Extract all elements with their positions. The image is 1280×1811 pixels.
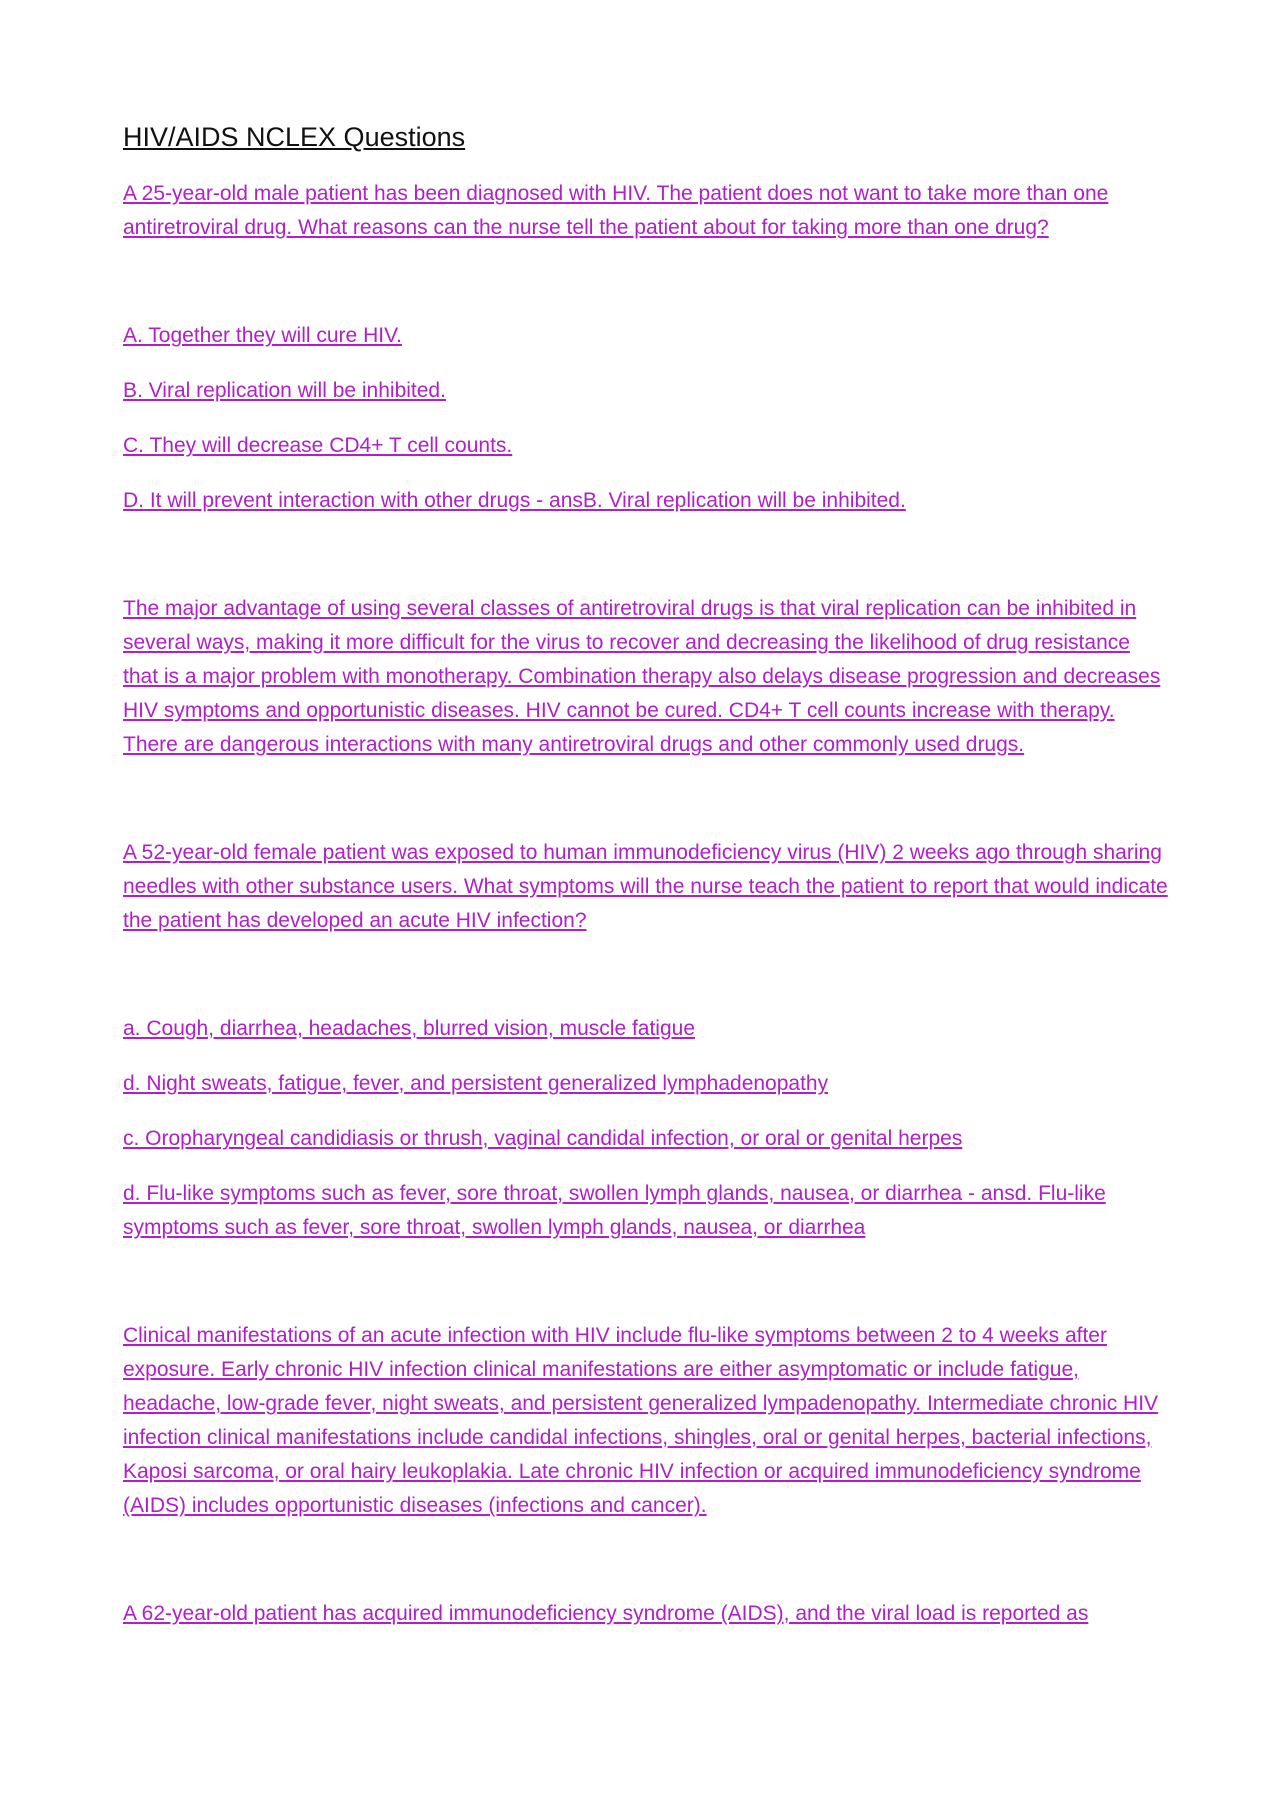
spacer — [123, 1101, 1168, 1122]
document-page — [123, 120, 1168, 1631]
spacer — [123, 518, 1168, 592]
spacer — [123, 353, 1168, 374]
question-2-option-a[interactable]: a. Cough, diarrhea, headaches, blurred vision, muscle fatigue — [123, 1017, 696, 1041]
spacer — [123, 245, 1168, 319]
question-2-rationale[interactable]: Clinical manifestations of an acute infection with HIV include flu-like symptoms between 2 to 4 weeks after exposure. Early chronic HIV infection clinical manifestations are either asymptomatic or include fatigue, headache, low-grade fever, night sweats, and persistent generalized lympadenopathy. Intermediate chronic HIV infection clinical manifestations include candidal infections, shingles, oral or genital herpes, bacterial infections, Kaposi sarcoma, or oral hairy leukoplakia. Late chronic HIV infection or acquired immunodeficiency syndrome (AIDS) includes opportunistic diseases (infections and cancer). — [123, 1324, 1159, 1518]
spacer — [123, 762, 1168, 836]
spacer — [123, 1156, 1168, 1177]
spacer — [123, 1245, 1168, 1319]
question-1-option-b[interactable]: B. Viral replication will be inhibited. — [123, 379, 446, 403]
question-1-option-c[interactable]: C. They will decrease CD4+ T cell counts. — [123, 434, 513, 458]
question-2-option-d-answer[interactable]: d. Flu-like symptoms such as fever, sore throat, swollen lymph glands, nausea, or diarrhea - ansd. Flu-like symptoms such as fever, sore throat, swollen lymph glands, nausea, or diarrhea — [123, 1182, 1106, 1240]
question-1-rationale[interactable]: The major advantage of using several classes of antiretroviral drugs is that viral replication can be inhibited in several ways, making it more difficult for the virus to recover and decreasing the likelihood of drug resistance that is a major problem with monotherapy. Combination therapy also delays disease progression and decreases HIV symptoms and opportunistic diseases. HIV cannot be cured. CD4+ T cell counts increase with therapy. There are dangerous interactions with many antiretroviral drugs and other commonly used drugs. — [123, 597, 1161, 757]
question-1-text[interactable]: A 25-year-old male patient has been diagnosed with HIV. The patient does not want to take more than one antiretroviral drug. What reasons can the nurse tell the patient about for taking more than one drug? — [123, 182, 1109, 240]
question-1-option-a[interactable]: A. Together they will cure HIV. — [123, 324, 402, 348]
question-2-option-c[interactable]: c. Oropharyngeal candidiasis or thrush, vaginal candidal infection, or oral or genital herpes — [123, 1127, 963, 1151]
page-title: HIV/AIDS NCLEX Questions — [123, 122, 466, 152]
spacer — [123, 1523, 1168, 1597]
question-2-text[interactable]: A 52-year-old female patient was exposed to human immunodeficiency virus (HIV) 2 weeks ago through sharing needles with other substance users. What symptoms will the nurse teach the patient to report that would indicate the patient has developed an acute HIV infection? — [123, 841, 1168, 933]
question-3-text[interactable]: A 62-year-old patient has acquired immunodeficiency syndrome (AIDS), and the viral load is reported as — [123, 1602, 1089, 1626]
question-2-option-d-first[interactable]: d. Night sweats, fatigue, fever, and persistent generalized lymphadenopathy — [123, 1072, 829, 1096]
spacer — [123, 1046, 1168, 1067]
spacer — [123, 463, 1168, 484]
spacer — [123, 938, 1168, 1012]
question-1-option-d-answer[interactable]: D. It will prevent interaction with other drugs - ansB. Viral replication will be inhibited. — [123, 489, 906, 513]
spacer — [123, 408, 1168, 429]
